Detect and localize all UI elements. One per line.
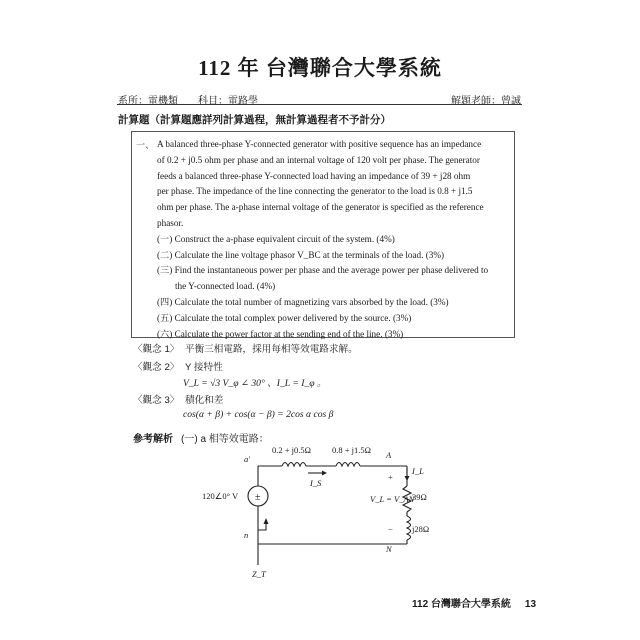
il-current-label: I_L [412,466,424,476]
node-n: n [244,530,249,540]
page-number: 13 [524,599,537,610]
line-impedance-coil [336,463,360,467]
load-minus-sign: − [388,524,393,534]
il-arrowhead-icon [405,476,410,481]
concept-label: 〈觀念 3〉 [133,395,180,406]
source-impedance-coil [282,463,306,467]
dept-label: 系所：電機類 [118,96,178,107]
question-line: A balanced three-phase Y-connected generator with positive sequence has an impedance [157,139,482,149]
y-connection-formula: V_L = √3 V_φ ∠ 30° 、I_L = I_φ 。 [183,378,327,389]
question-number: 一、 [136,140,155,150]
question-text [145,137,507,342]
sub-question: (六) Calculate the power factor at the sending end of the line. (3%) [157,328,404,339]
line-impedance-label: 0.8 + j1.5Ω [332,445,371,455]
is-arrowhead-icon [322,471,327,476]
product-to-sum-formula: cos(α + β) + cos(α − β) = 2cos α cos β [183,409,334,420]
load-voltage-label: V_L = V_AN [370,494,415,504]
zt-label: Z_T [252,569,266,579]
sub-question-continued: the Y-connected load. (4%) [175,281,276,292]
node-a-prime: a′ [244,454,251,464]
concept-text: Y 接特性 [185,362,223,373]
answer-text: (一) a 相等效電路： [181,434,269,445]
sub-question: (一) Construct the a-phase equivalent circuit of the system. (4%) [157,233,395,244]
load-reactance-label: j28Ω [412,524,430,534]
source-impedance-label: 0.2 + j0.5Ω [272,445,311,455]
question-line: feeds a balanced three-phase Y-connected load having an impedance of 39 + j28 ohm [157,170,471,181]
load-inductor-coil [407,516,411,540]
question-line: of 0.2 + j0.5 ohm per phase and an internal voltage of 120 volt per phase. The generator [157,154,480,165]
concept-text: 平衡三相電路，採用每相等效電路求解。 [185,344,358,355]
concept-1 [133,342,358,357]
concept-label: 〈觀念 2〉 [133,362,180,373]
node-A: A [386,450,392,460]
sub-question: (二) Calculate the line voltage phasor V_BC at the terminals of the load. (3%) [157,249,445,260]
sub-question: (三) Find the instantaneous power per phase and the average power per phase delivered to [157,265,489,276]
page-title: 112 年 台灣聯合大學系統 [198,56,442,80]
sub-question: (五) Calculate the total complex power delivered by the source. (3%) [157,312,412,323]
answer-label: 參考解析 [133,434,173,445]
load-plus-sign: + [388,472,393,482]
question-line: phasor. [157,217,184,228]
question-line: ohm per phase. The a-phase internal voltage of the generator is specified as the reference [157,202,484,213]
node-N: N [386,544,392,554]
load-resistance-label: 39Ω [412,492,427,502]
sub-question: (四) Calculate the total number of magnetizing vars absorbed by the load. (3%) [157,296,449,307]
concept-2 [133,360,223,375]
page-footer [412,595,536,610]
source-voltage-label: 120∠0° V [202,491,239,501]
concept-label: 〈觀念 1〉 [133,344,180,355]
section-label: 計算題（計算題應詳列計算過程，無計算過程者不予計分） [118,114,391,126]
source-plus-minus: ± [255,492,261,503]
footer-book-title: 112 台灣聯合大學系統 [412,599,511,610]
concept-3 [133,393,223,408]
a-phase-equivalent-circuit [200,440,440,580]
teacher-label: 解題老師：曾誠 [451,96,521,107]
header-rule [117,104,522,105]
zt-arrowhead-icon [264,518,269,524]
subject-label: 科目：電路學 [198,96,258,107]
concept-text: 積化和差 [185,395,224,406]
is-current-label: I_S [310,478,322,488]
question-line: per phase. The impedance of the line connecting the generator to the load is 0.8 + j1.5 [157,186,473,197]
